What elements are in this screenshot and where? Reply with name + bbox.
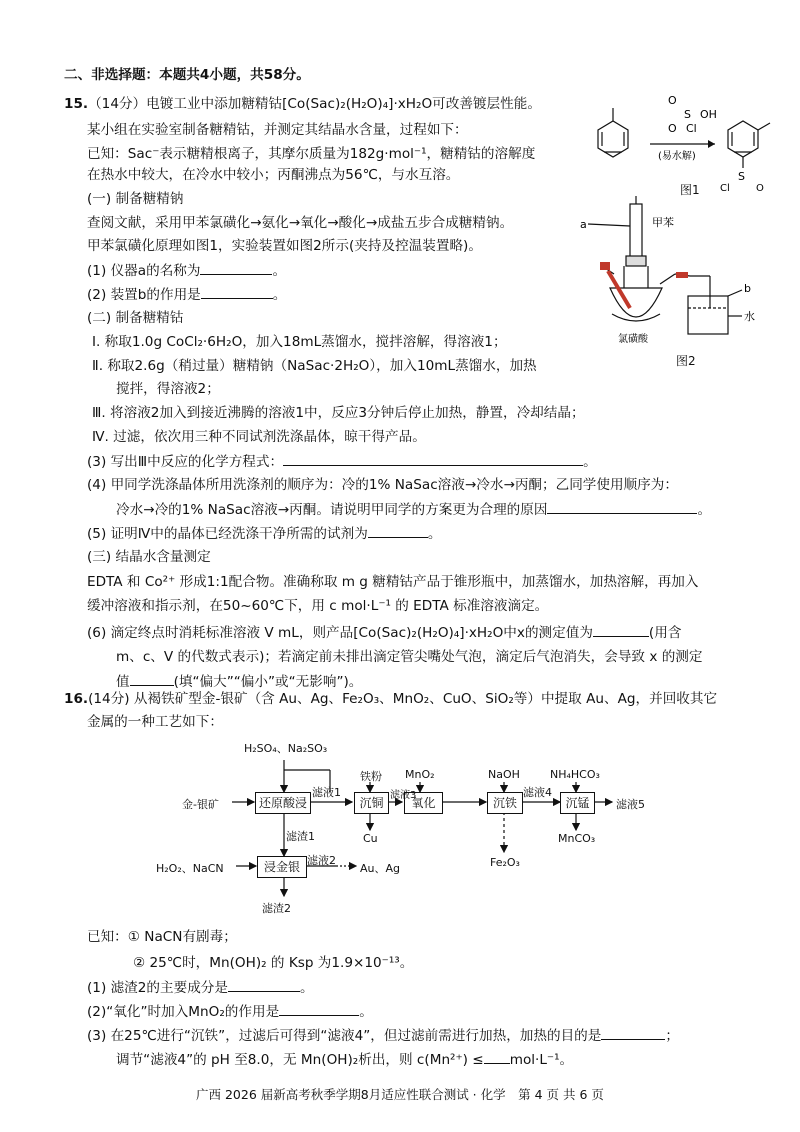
step-manganese-precipitation: 沉锰 [560, 792, 595, 814]
svg-text:(易水解): (易水解) [658, 151, 696, 162]
flow-mno2: MnO₂ [405, 768, 435, 781]
q15-step-4: Ⅳ. 过滤，依次用三种不同试剂洗涤晶体，晾干得产品。 [92, 429, 426, 445]
svg-text:S: S [738, 170, 745, 183]
figure-1-reaction [580, 88, 780, 196]
answer-blank[interactable] [228, 978, 300, 992]
flow-ore: 金-银矿 [182, 798, 219, 811]
step-gold-silver-leach: 浸金银 [257, 856, 307, 878]
step-copper-precipitation: 沉铜 [354, 792, 389, 814]
q15-stem: 15.（14分）电镀工业中添加糖精钴[Co(Sac)₂(H₂O)₄]·xH₂O可改善镀层性能。 [64, 96, 541, 112]
svg-text:b: b [744, 282, 751, 295]
flow-reagent-1: H₂SO₄、Na₂SO₃ [244, 742, 328, 755]
svg-text:氯磺酸: 氯磺酸 [618, 334, 648, 345]
q15-sub3: (3) 写出Ⅲ中反应的化学方程式： 。 [87, 454, 597, 470]
q15-sub4b: 冷水→冷的1% NaSac溶液→丙酮。请说明甲同学的方案更为合理的原因 。 [116, 502, 712, 518]
q15-part3-text-1: EDTA 和 Co²⁺ 形成1:1配合物。准确称取 m g 糖精钴产品于锥形瓶中，加蒸馏水，加热溶解，再加入 [87, 574, 699, 590]
q15-step-2b: 搅拌，得溶液2； [116, 381, 220, 397]
svg-text:O: O [668, 94, 677, 107]
q16-stem-1: 16.(14分) 从褐铁矿型金-银矿（含 Au、Ag、Fe₂O₃、MnO₂、CuO、SiO₂等）中提取 Au、Ag，并回收其它 [64, 691, 718, 707]
answer-blank[interactable] [283, 452, 583, 466]
step-iron-precipitation: 沉铁 [487, 792, 523, 814]
svg-text:Cl: Cl [720, 183, 730, 194]
step-reductive-acid-leach: 还原酸浸 [255, 792, 311, 814]
svg-text:O: O [756, 183, 764, 194]
svg-text:O: O [668, 122, 677, 135]
svg-text:S: S [684, 108, 691, 121]
svg-text:甲苯: 甲苯 [652, 216, 674, 229]
svg-text:OH: OH [700, 108, 717, 121]
svg-text:Cl: Cl [686, 122, 697, 135]
q16-known-2: ② 25℃时，Mn(OH)₂ 的 Ksp 为1.9×10⁻¹³。 [133, 955, 414, 971]
toluene-structure [598, 108, 628, 157]
flow-residue-2: 滤渣2 [262, 902, 291, 915]
q15-part2-title: (二) 制备糖精钴 [87, 310, 184, 326]
beaker-b [688, 296, 728, 334]
flow-filtrate-4: 滤液4 [523, 786, 552, 799]
flow-nh4hco3: NH₄HCO₃ [550, 768, 600, 781]
q15-sub2: (2) 装置b的作用是 。 [87, 287, 287, 303]
q15-intro: 某小组在实验室制备糖精钴，并测定其结晶水含量，过程如下： [87, 122, 468, 138]
q15-step-1: Ⅰ. 称取1.0g CoCl₂·6H₂O，加入18mL蒸馏水，搅拌溶解，得溶液1； [92, 334, 507, 350]
answer-blank[interactable] [201, 285, 273, 299]
flow-filtrate-1: 滤液1 [312, 786, 341, 799]
q15-step-2a: Ⅱ. 称取2.6g（稍过量）糖精钠（NaSac·2H₂O），加入10mL蒸馏水，加热 [92, 358, 537, 374]
answer-blank[interactable] [279, 1002, 359, 1016]
q16-sub2: (2)“氧化”时加入MnO₂的作用是 。 [87, 1004, 373, 1020]
q15-step-3: Ⅲ. 将溶液2加入到接近沸腾的溶液1中，反应3分钟后停止加热，静置，冷却结晶； [92, 405, 585, 421]
q15-part3-text-2: 缓冲溶液和指示剂，在50~60℃下，用 c mol·L⁻¹ 的 EDTA 标准溶液滴定。 [87, 598, 549, 614]
condenser-a [630, 204, 642, 264]
svg-text:水: 水 [744, 310, 755, 323]
q15-known-2: 在热水中较大，在冷水中较小；丙酮沸点为56℃，与水互溶。 [87, 167, 460, 183]
flow-residue-1: 滤渣1 [286, 830, 315, 843]
answer-blank[interactable] [200, 261, 272, 275]
flow-mnco3: MnCO₃ [558, 832, 596, 845]
flow-filtrate-3: 滤液3 [390, 790, 417, 801]
q15-sub6a: (6) 滴定终点时消耗标准溶液 V mL，则产品[Co(Sac)₂(H₂O)₄]·xH₂O中x的测定值为 (用含 [87, 625, 682, 641]
q15-sub1: (1) 仪器a的名称为 。 [87, 263, 287, 279]
flow-cu: Cu [363, 832, 378, 845]
svg-text:a: a [580, 218, 587, 231]
q15-part1-title: (一) 制备糖精钠 [87, 191, 184, 207]
q15-sub6b: m、c、V 的代数式表示)；若滴定前未排出滴定管尖嘴处气泡，滴定后气泡消失，会导致 x 的测定 [116, 649, 703, 665]
product-structure [728, 121, 770, 168]
q16-known-1: 已知：① NaCN有剧毒； [87, 929, 237, 945]
figure-2-apparatus [580, 196, 780, 346]
flow-filtrate-5: 滤液5 [616, 798, 645, 811]
flow-fe2o3: Fe₂O₃ [490, 856, 520, 869]
section-title: 二、非选择题：本题共4小题，共58分。 [64, 67, 310, 83]
answer-blank[interactable] [368, 524, 428, 538]
three-neck-flask [610, 288, 662, 317]
flow-au-ag: Au、Ag [360, 862, 401, 875]
flow-naoh: NaOH [488, 768, 520, 781]
q15-sub5: (5) 证明Ⅳ中的晶体已经洗涤干净所需的试剂为 。 [87, 526, 442, 542]
answer-blank[interactable] [593, 623, 649, 637]
figure-2-caption: 图2 [676, 354, 696, 368]
q15-sub4a: (4) 甲同学洗涤晶体所用洗涤剂的顺序为：冷的1% NaSac溶液→冷水→丙酮；乙同学使用顺序为： [87, 477, 678, 493]
chlorosulfonic-acid-structure [668, 94, 717, 135]
q16-stem-2: 金属的一种工艺如下： [87, 714, 223, 730]
q15-part1-text-2: 甲苯氯磺化原理如图1，实验装置如图2所示(夹持及控温装置略)。 [87, 238, 482, 254]
q16-sub1: (1) 滤渣2的主要成分是 。 [87, 980, 314, 996]
q15-part3-title: (三) 结晶水含量测定 [87, 549, 211, 565]
flow-reagent-2: H₂O₂、NaCN [156, 862, 224, 875]
figure-1-caption: 图1 [680, 183, 700, 197]
flow-iron-powder: 铁粉 [360, 770, 382, 783]
process-flowchart [0, 730, 800, 920]
step-oxidation: 氧化 [404, 792, 443, 814]
q16-sub3b: 调节“滤液4”的 pH 至8.0，无 Mn(OH)₂析出，则 c(Mn²⁺) ≤ mol·L⁻¹。 [116, 1052, 574, 1068]
answer-blank[interactable] [547, 500, 697, 514]
q15-known-1: 已知：Sac⁻表示糖精根离子，其摩尔质量为182g·mol⁻¹，糖精钴的溶解度 [87, 146, 536, 162]
page-footer: 广西 2026 届新高考秋季学期8月适应性联合测试 · 化学 第 4 页 共 6 页 [196, 1087, 604, 1102]
flow-filtrate-2: 滤液2 [307, 854, 336, 867]
q15-sub6c: 值 (填“偏大”“偏小”或“无影响”)。 [116, 674, 363, 690]
answer-blank[interactable] [484, 1050, 510, 1064]
answer-blank[interactable] [130, 672, 174, 686]
answer-blank[interactable] [601, 1026, 665, 1040]
q15-part1-text-1: 查阅文献，采用甲苯氯磺化→氨化→氧化→酸化→成盐五步合成糖精钠。 [87, 215, 514, 231]
q16-sub3a: (3) 在25℃进行“沉铁”，过滤后可得到“滤液4”，但过滤前需进行加热，加热的目的是 ； [87, 1028, 679, 1044]
